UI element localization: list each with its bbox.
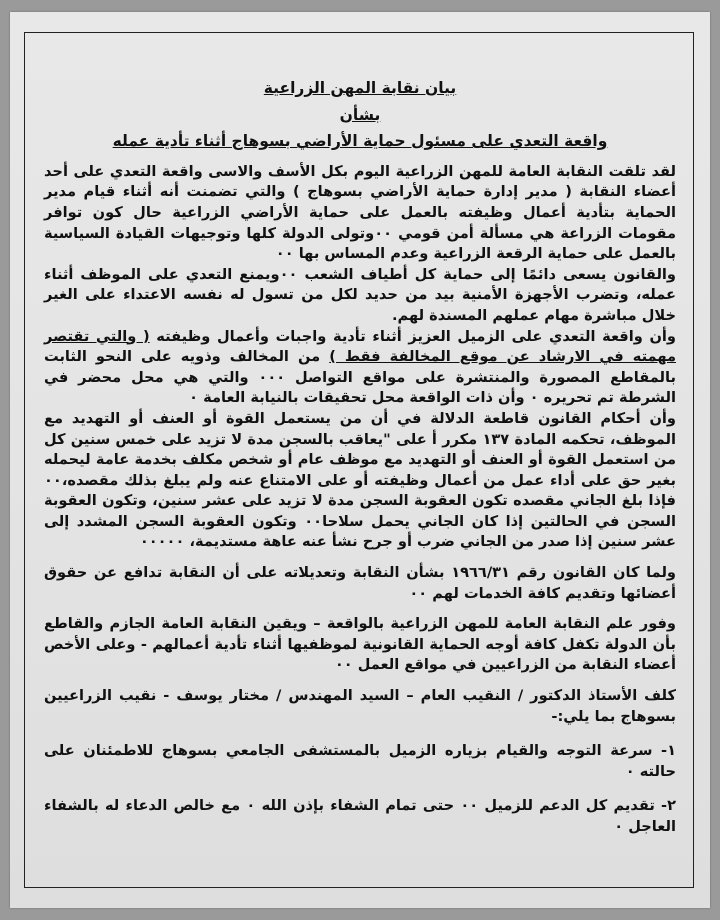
statement-title: بيان نقابة المهن الزراعية [263, 79, 457, 97]
paragraph-incident: لقد تلقت النقابة العامة للمهن الزراعية اليوم بكل الأسف والاسى واقعة التعدي على أحد أعضاء النقابة ( مدير إدارة حماية الأراضي بسوهاج ) والتي تضمنت أنه أثناء قيام مدير الحماية بتأدية أعمال وظيفته بالعمل على حماية الأراضي الزراعية حال كون توافر مقومات الزراعة هي مسألة أمن قومي ٠٠وتولى الدولة كلها وتوجيهات القيادة السياسية بالعمل على حماية الرقعة الزراعية وعدم المساس بها ٠٠ [44, 162, 676, 263]
statement-subject: واقعة التعدي على مسئول حماية الأراضي بسوهاج أثناء تأدية عمله [112, 132, 608, 151]
paragraph-syndicate-law: ولما كان القانون رقم ١٩٦٦/٣١ بشأن النقابة وتعديلاته على أن النقابة تدافع عن حقوق أعضائها وتقديم كافة الخدمات لهم ٠٠ [44, 564, 677, 602]
assault-text-underlined: ( والتي تقتصر مهمته في الارشاد عن موقع المخالفة فقط ) [44, 327, 676, 366]
list-item: ١- سرعة التوجه والقيام بزياره الزميل بالمستشفى الجامعي بسوهاج للاطمئنان على حالته ٠ [44, 742, 676, 780]
paragraph-assignment: كلف الأستاذ الدكتور / النقيب العام – السيد المهندس / مختار يوسف - نقيب الزراعيين بسوهاج بما يلي:- [44, 687, 676, 725]
paragraph-syndicate-response: وفور علم النقابة العامة للمهن الزراعية بالواقعة – ويقين النقابة العامة الجازم والقاطع بأن الدولة تكفل كافة أوجه الحماية القانونية لموظفيها أثناء تأدية أعمالهم - وعلى الأخص أعضاء النقابة من الزراعيين في مواقع العمل ٠٠ [44, 615, 676, 674]
paragraph-legal-article: وأن أحكام القانون قاطعة الدلالة في أن من يستعمل القوة أو العنف أو التهديد مع الموظف، تحكمه المادة ١٣٧ مكرر أ على "يعاقب بالسجن مدة لا تزيد على خمس سنين كل من استعمل القوة أو العنف أو التهديد مع موظف عام أو شخص مكلف بخدمة عامة ليحمله بغير حق على أداء عمل من أعمال وظيفته أو على الامتناع عنه ولم يبلغ بذلك مقصده،٠٠ فإذا بلغ الجاني مقصده تكون العقوبة السجن مدة لا تزيد على عشر سنين، وتكون العقوبة السجن في الحالتين إذا كان الجاني يحمل سلاحا٠٠ وتكون العقوبة السجن المشدد إلى عشر سنين إذا صدر من الجاني ضرب أو جرح نشأ عنه عاهة مستديمة، ٠٠٠٠٠ [44, 409, 677, 551]
paragraph-assault-details [44, 327, 676, 409]
assault-text-start: وأن واقعة التعدي على الزميل العزيز أثناء تأدية واجبات وأعمال وظيفته [149, 327, 676, 345]
paragraph-law-protection: والقانون يسعى دائمًا إلى حماية كل أطياف الشعب ٠٠ويمنع التعدي على الموظف أثناء عمله، وتضرب الأجهزة الأمنية بيد من حديد لكل من تسول له نفسه الاعتداء على الغير خلال مباشرة مهام عملهم المسندة لهم. [44, 265, 676, 324]
assault-text-end: من المخالف وذويه على النحو الثابت بالمقاطع المصورة والمنتشرة على مواقع التواصل ٠٠٠ والتي هي محل محضر في الشرطة تم تحريره ٠ وأن ذات الواقعة محل تحقيقات بالنيابة العامة ٠ [44, 348, 676, 407]
statement-body [44, 78, 676, 838]
list-item: ٢- تقديم كل الدعم للزميل ٠٠ حتى تمام الشفاء بإذن الله ٠ مع خالص الدعاء له بالشفاء العاجل ٠ [44, 797, 677, 835]
action-list [44, 741, 676, 837]
regarding-label: بشأن [339, 105, 381, 124]
document-page [10, 12, 710, 908]
